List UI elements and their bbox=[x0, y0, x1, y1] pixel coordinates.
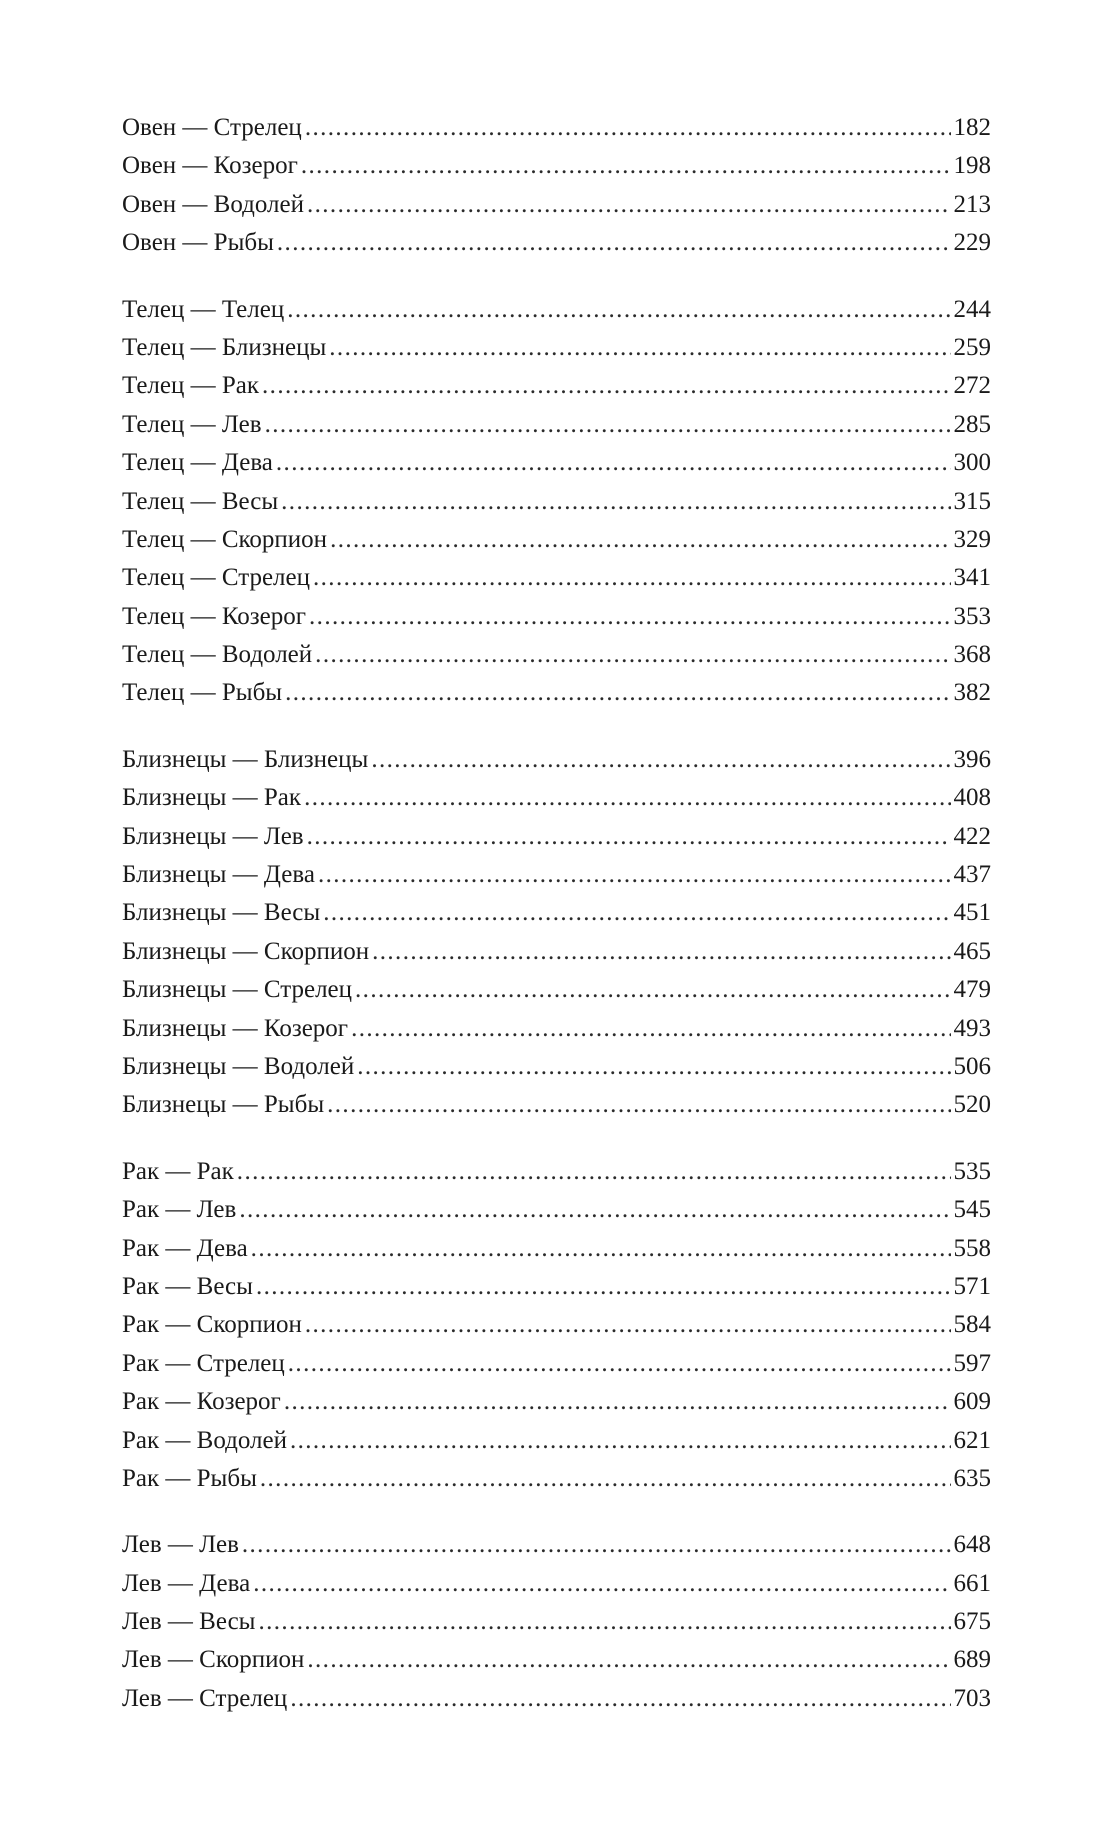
toc-entry-page-number: 329 bbox=[953, 525, 991, 553]
toc-entry-title: Близнецы — Лев bbox=[122, 822, 304, 850]
dot-leader bbox=[372, 933, 950, 971]
toc-entry-page-number: 437 bbox=[953, 861, 991, 889]
toc-entry-title: Рак — Лев bbox=[122, 1196, 237, 1224]
dot-leader bbox=[351, 1010, 950, 1048]
dot-leader bbox=[309, 598, 950, 636]
toc-entry[interactable] bbox=[122, 779, 991, 817]
toc-entry-title: Близнецы — Близнецы bbox=[122, 745, 369, 773]
toc-entry-page-number: 213 bbox=[953, 190, 991, 218]
dot-leader bbox=[290, 1680, 950, 1718]
toc-entry-title: Близнецы — Козерог bbox=[122, 1014, 349, 1042]
dot-leader bbox=[355, 971, 950, 1009]
toc-entry-title: Овен — Водолей bbox=[122, 190, 304, 218]
toc-entry-page-number: 635 bbox=[953, 1464, 991, 1492]
toc-entry-page-number: 648 bbox=[953, 1531, 991, 1559]
toc-entry[interactable] bbox=[122, 971, 991, 1009]
toc-entry-title: Телец — Телец bbox=[122, 295, 285, 323]
toc-entry[interactable] bbox=[122, 147, 991, 185]
toc-entry[interactable] bbox=[122, 329, 991, 367]
dot-leader bbox=[262, 367, 950, 405]
toc-entry-page-number: 198 bbox=[953, 152, 991, 180]
toc-entry-title: Телец — Весы bbox=[122, 487, 279, 515]
dot-leader bbox=[239, 1191, 950, 1229]
toc-entry-title: Телец — Скорпион bbox=[122, 525, 328, 553]
toc-entry-title: Телец — Водолей bbox=[122, 641, 313, 669]
toc-entry-title: Телец — Близнецы bbox=[122, 333, 327, 361]
toc-entry-title: Телец — Рак bbox=[122, 372, 260, 400]
toc-entry-title: Близнецы — Дева bbox=[122, 861, 315, 889]
dot-leader bbox=[281, 483, 950, 521]
toc-entry-title: Близнецы — Скорпион bbox=[122, 937, 370, 965]
toc-entry[interactable] bbox=[122, 1268, 991, 1306]
toc-entry[interactable] bbox=[122, 1422, 991, 1460]
toc-entry[interactable] bbox=[122, 741, 991, 779]
toc-entry[interactable] bbox=[122, 1345, 991, 1383]
dot-leader bbox=[371, 741, 950, 779]
dot-leader bbox=[307, 818, 951, 856]
toc-entry-title: Овен — Козерог bbox=[122, 152, 298, 180]
toc-group bbox=[122, 1153, 991, 1499]
toc-entry[interactable] bbox=[122, 224, 991, 262]
toc-group bbox=[122, 1526, 991, 1718]
toc-entry-page-number: 353 bbox=[953, 602, 991, 630]
toc-entry-page-number: 382 bbox=[953, 679, 991, 707]
dot-leader bbox=[284, 1383, 951, 1421]
toc-entry-title: Рак — Весы bbox=[122, 1272, 253, 1300]
dot-leader bbox=[290, 1422, 951, 1460]
toc-entry[interactable] bbox=[122, 1191, 991, 1229]
toc-entry[interactable] bbox=[122, 894, 991, 932]
toc-entry-page-number: 244 bbox=[953, 295, 991, 323]
toc-entry-page-number: 272 bbox=[953, 372, 991, 400]
toc-entry-title: Рак — Козерог bbox=[122, 1388, 281, 1416]
toc-entry-title: Телец — Лев bbox=[122, 410, 262, 438]
toc-entry-page-number: 285 bbox=[953, 410, 991, 438]
toc-entry[interactable] bbox=[122, 521, 991, 559]
dot-leader bbox=[313, 559, 951, 597]
toc-entry[interactable] bbox=[122, 1010, 991, 1048]
toc-entry-page-number: 451 bbox=[953, 899, 991, 927]
toc-entry-page-number: 609 bbox=[953, 1388, 991, 1416]
toc-entry-page-number: 493 bbox=[953, 1014, 991, 1042]
toc-entry-title: Рак — Рыбы bbox=[122, 1464, 257, 1492]
toc-entry-page-number: 300 bbox=[953, 449, 991, 477]
dot-leader bbox=[242, 1526, 951, 1564]
toc-entry-page-number: 422 bbox=[953, 822, 991, 850]
toc-entry-title: Рак — Дева bbox=[122, 1234, 248, 1262]
toc-entry-page-number: 597 bbox=[953, 1349, 991, 1377]
toc-entry[interactable] bbox=[122, 1230, 991, 1268]
table-of-contents bbox=[122, 109, 991, 1746]
dot-leader bbox=[357, 1048, 950, 1086]
toc-entry[interactable] bbox=[122, 483, 991, 521]
toc-entry[interactable] bbox=[122, 933, 991, 971]
dot-leader bbox=[276, 444, 951, 482]
toc-entry[interactable] bbox=[122, 1086, 991, 1124]
toc-entry-page-number: 182 bbox=[953, 114, 991, 141]
toc-entry-title: Лев — Стрелец bbox=[122, 1684, 288, 1712]
toc-entry[interactable] bbox=[122, 674, 991, 712]
toc-entry-page-number: 571 bbox=[953, 1272, 991, 1300]
toc-group bbox=[122, 741, 991, 1125]
toc-entry-title: Рак — Водолей bbox=[122, 1426, 287, 1454]
toc-entry-title: Лев — Лев bbox=[122, 1531, 239, 1559]
dot-leader bbox=[307, 186, 951, 224]
toc-entry[interactable] bbox=[122, 1565, 991, 1603]
toc-entry-title: Лев — Весы bbox=[122, 1608, 256, 1636]
toc-entry-title: Лев — Скорпион bbox=[122, 1646, 305, 1674]
toc-entry-page-number: 621 bbox=[953, 1426, 991, 1454]
dot-leader bbox=[265, 406, 951, 444]
toc-entry-page-number: 368 bbox=[953, 641, 991, 669]
toc-entry-title: Рак — Скорпион bbox=[122, 1311, 302, 1339]
dot-leader bbox=[305, 109, 951, 147]
dot-leader bbox=[304, 779, 950, 817]
toc-entry-title: Близнецы — Водолей bbox=[122, 1052, 355, 1080]
toc-entry-page-number: 535 bbox=[953, 1157, 991, 1185]
dot-leader bbox=[277, 224, 951, 262]
dot-leader bbox=[301, 147, 951, 185]
toc-entry-title: Телец — Козерог bbox=[122, 602, 307, 630]
toc-entry[interactable] bbox=[122, 1526, 991, 1564]
toc-entry[interactable] bbox=[122, 636, 991, 674]
dot-leader bbox=[330, 521, 950, 559]
toc-entry-page-number: 675 bbox=[953, 1608, 991, 1636]
toc-entry[interactable] bbox=[122, 1153, 991, 1191]
dot-leader bbox=[315, 636, 950, 674]
toc-entry[interactable] bbox=[122, 109, 991, 147]
toc-entry-title: Близнецы — Весы bbox=[122, 899, 321, 927]
toc-entry[interactable] bbox=[122, 444, 991, 482]
toc-entry-title: Овен — Стрелец bbox=[122, 114, 302, 141]
toc-entry-page-number: 479 bbox=[953, 976, 991, 1004]
toc-entry-page-number: 703 bbox=[953, 1684, 991, 1712]
toc-entry[interactable] bbox=[122, 598, 991, 636]
dot-leader bbox=[318, 856, 951, 894]
dot-leader bbox=[251, 1230, 951, 1268]
dot-leader bbox=[323, 894, 950, 932]
toc-entry-page-number: 558 bbox=[953, 1234, 991, 1262]
toc-entry-page-number: 506 bbox=[953, 1052, 991, 1080]
dot-leader bbox=[307, 1641, 950, 1679]
toc-entry-title: Телец — Стрелец bbox=[122, 564, 310, 592]
toc-entry[interactable] bbox=[122, 818, 991, 856]
toc-entry-title: Рак — Стрелец bbox=[122, 1349, 285, 1377]
toc-entry-title: Рак — Рак bbox=[122, 1157, 234, 1185]
dot-leader bbox=[237, 1153, 951, 1191]
dot-leader bbox=[285, 674, 950, 712]
toc-entry[interactable] bbox=[122, 1048, 991, 1086]
toc-entry-title: Лев — Дева bbox=[122, 1569, 251, 1597]
toc-entry-page-number: 341 bbox=[953, 564, 991, 592]
toc-entry-title: Близнецы — Стрелец bbox=[122, 976, 353, 1004]
toc-entry-page-number: 229 bbox=[953, 229, 991, 257]
toc-entry[interactable] bbox=[122, 856, 991, 894]
dot-leader bbox=[327, 1086, 950, 1124]
toc-entry-title: Овен — Рыбы bbox=[122, 229, 274, 257]
toc-entry-page-number: 545 bbox=[953, 1196, 991, 1224]
dot-leader bbox=[288, 1345, 951, 1383]
toc-entry-page-number: 408 bbox=[953, 784, 991, 812]
toc-entry-page-number: 465 bbox=[953, 937, 991, 965]
dot-leader bbox=[287, 291, 950, 329]
toc-entry-page-number: 396 bbox=[953, 745, 991, 773]
dot-leader bbox=[260, 1460, 951, 1498]
toc-group bbox=[122, 109, 991, 263]
toc-entry[interactable] bbox=[122, 1383, 991, 1421]
toc-entry[interactable] bbox=[122, 186, 991, 224]
toc-entry[interactable] bbox=[122, 1680, 991, 1718]
toc-entry-page-number: 315 bbox=[953, 487, 991, 515]
dot-leader bbox=[253, 1565, 950, 1603]
toc-entry-title: Телец — Дева bbox=[122, 449, 273, 477]
toc-entry-page-number: 689 bbox=[953, 1646, 991, 1674]
toc-entry[interactable] bbox=[122, 1306, 991, 1344]
toc-entry[interactable] bbox=[122, 1603, 991, 1641]
toc-group bbox=[122, 291, 991, 713]
toc-entry[interactable] bbox=[122, 367, 991, 405]
toc-entry-page-number: 520 bbox=[953, 1091, 991, 1119]
toc-entry-title: Близнецы — Рыбы bbox=[122, 1091, 325, 1119]
dot-leader bbox=[256, 1268, 951, 1306]
toc-entry-page-number: 259 bbox=[953, 333, 991, 361]
toc-entry-page-number: 584 bbox=[953, 1311, 991, 1339]
dot-leader bbox=[258, 1603, 950, 1641]
toc-entry[interactable] bbox=[122, 291, 991, 329]
dot-leader bbox=[305, 1306, 951, 1344]
toc-entry[interactable] bbox=[122, 559, 991, 597]
toc-entry-page-number: 661 bbox=[953, 1569, 991, 1597]
dot-leader bbox=[329, 329, 950, 367]
toc-entry[interactable] bbox=[122, 1460, 991, 1498]
toc-entry[interactable] bbox=[122, 406, 991, 444]
toc-entry-title: Близнецы — Рак bbox=[122, 784, 302, 812]
toc-entry-title: Телец — Рыбы bbox=[122, 679, 283, 707]
toc-entry[interactable] bbox=[122, 1641, 991, 1679]
